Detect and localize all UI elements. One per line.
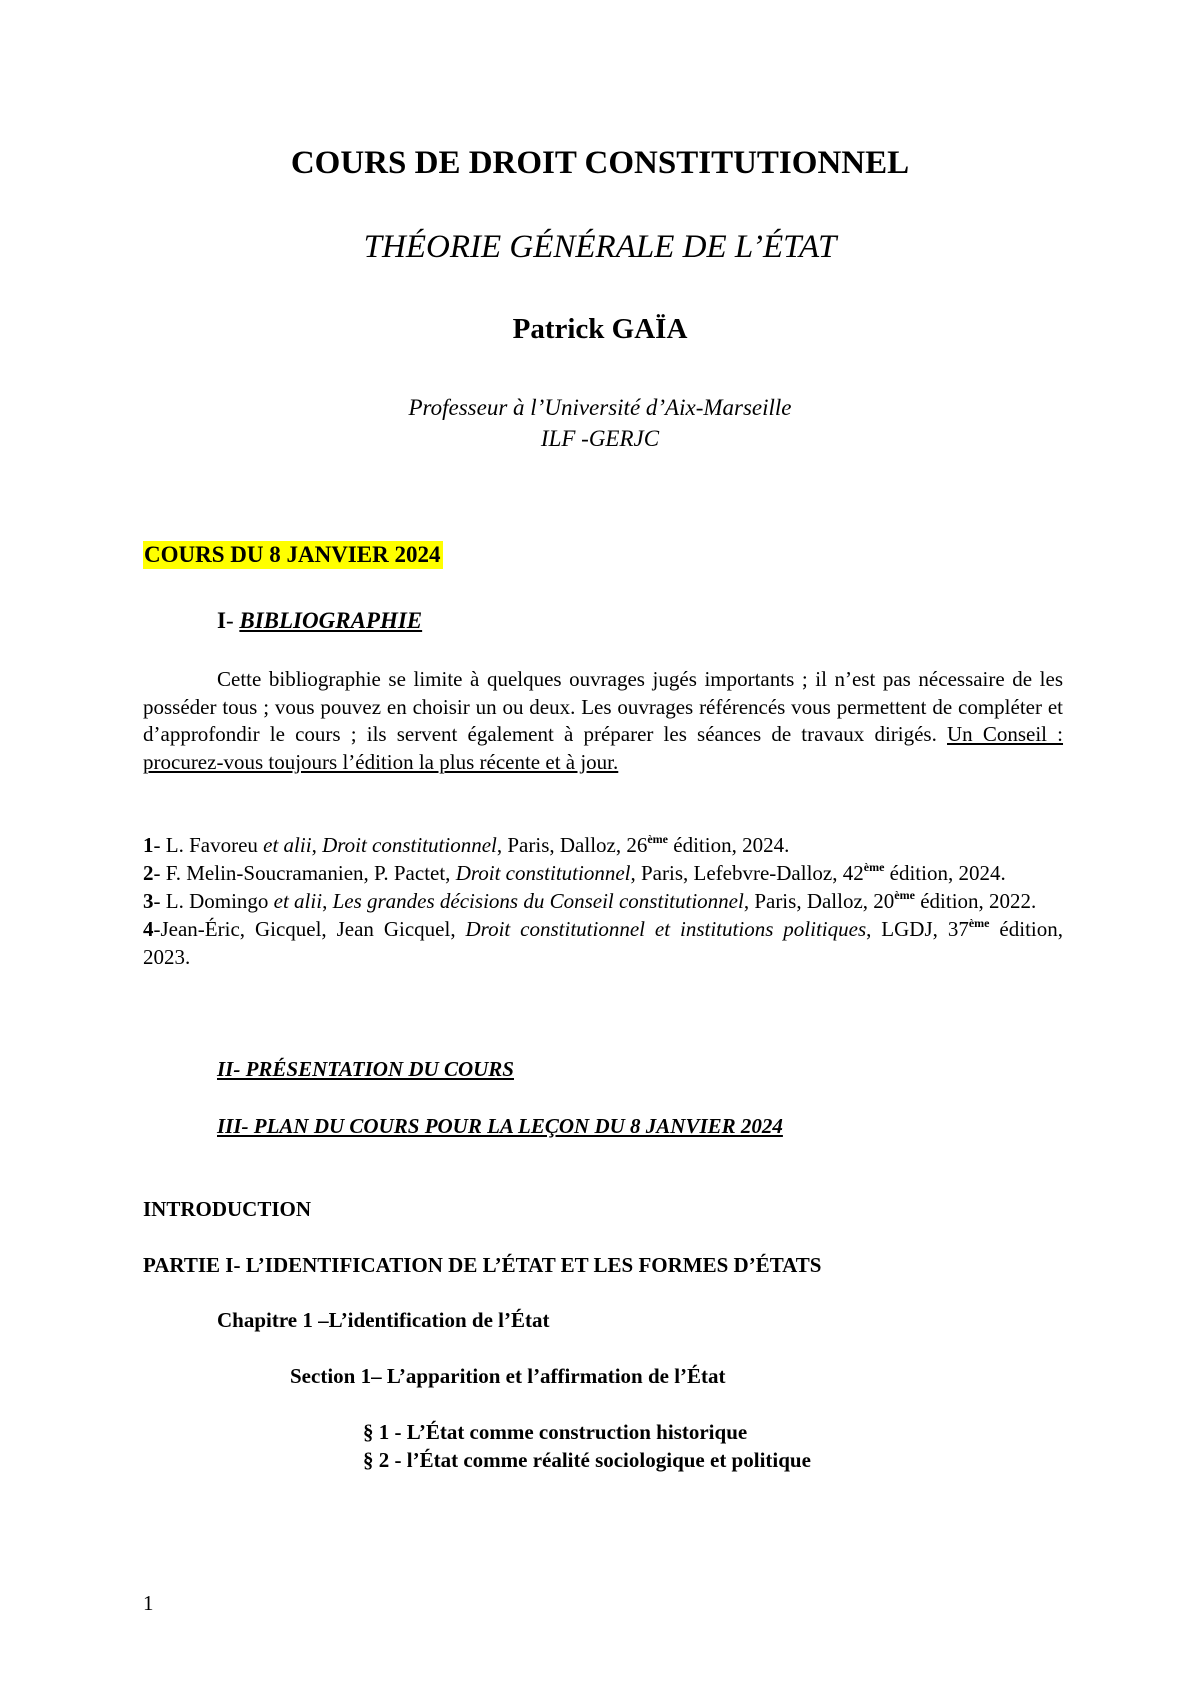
ref-publisher: , Paris, Dalloz, 20 — [743, 889, 895, 913]
ref-authors: - L. Domingo — [153, 889, 274, 913]
ref-edition: édition, 2024. — [668, 833, 790, 857]
ref-sep: , — [311, 833, 323, 857]
course-subtitle: THÉORIE GÉNÉRALE DE L’ÉTAT — [363, 229, 837, 265]
ref-authors: - L. Favoreu — [153, 833, 264, 857]
bibliography-ref — [143, 915, 1063, 971]
ref-title: Droit constitutionnel — [455, 861, 631, 885]
author-lab: ILF -GERJC — [540, 426, 660, 451]
ref-sep: , — [322, 889, 333, 913]
bibliography-intro — [143, 666, 1063, 776]
session-date-highlight: COURS DU 8 JANVIER 2024 — [143, 541, 443, 569]
ref-etal: et alii — [263, 833, 312, 857]
ref-sup: ème — [647, 832, 669, 846]
ref-publisher: , LGDJ, 37 — [866, 917, 969, 941]
section-plan-heading: III- PLAN DU COURS POUR LA LEÇON DU 8 JANVIER 2024 — [217, 1114, 783, 1138]
bibliography-ref — [143, 887, 1063, 915]
ref-number: 1 — [143, 833, 154, 857]
ref-title: Droit constitutionnel — [322, 833, 497, 857]
ref-etal: et alii — [273, 889, 323, 913]
bibliography-heading: I- BIBLIOGRAPHIE — [217, 608, 423, 633]
plan-introduction: INTRODUCTION — [143, 1197, 312, 1221]
section-presentation-heading: II- PRÉSENTATION DU COURS — [217, 1057, 514, 1081]
ref-title: Droit constitutionnel et institutions politiques — [465, 917, 867, 941]
ref-publisher: , Paris, Dalloz, 26 — [496, 833, 648, 857]
bibliography-advice: Un Conseil : procurez-vous toujours l’édition la plus récente et à jour. — [143, 722, 1064, 774]
course-title: COURS DE DROIT CONSTITUTIONNEL — [290, 145, 910, 181]
plan-paragraph-1: § 1 - L’État comme construction historique — [363, 1420, 748, 1444]
author-affiliation: Professeur à l’Université d’Aix-Marseille — [408, 395, 792, 420]
ref-authors: - F. Melin-Soucramanien, P. Pactet, — [153, 861, 456, 885]
plan-partie: PARTIE I- L’IDENTIFICATION DE L’ÉTAT ET LES FORMES D’ÉTATS — [143, 1253, 822, 1277]
ref-authors: -Jean-Éric, Gicquel, Jean Gicquel, — [153, 917, 466, 941]
ref-number: 2 — [143, 861, 154, 885]
bibliography-number: I — [217, 608, 226, 633]
ref-publisher: , Paris, Lefebvre-Dalloz, 42 — [630, 861, 864, 885]
bibliography-title: BIBLIOGRAPHIE — [239, 608, 423, 633]
page-number: 1 — [143, 1591, 154, 1615]
ref-number: 4 — [143, 917, 154, 941]
plan-chapitre: Chapitre 1 –L’identification de l’État — [217, 1308, 550, 1332]
ref-edition: édition, 2022. — [914, 889, 1037, 913]
ref-sup: ème — [968, 916, 990, 930]
bibliography-ref — [143, 859, 1063, 887]
ref-edition: édition, 2023. — [143, 917, 1063, 969]
bibliography-list — [143, 831, 1063, 971]
ref-sup: ème — [863, 860, 885, 874]
ref-title: Les grandes décisions du Conseil constitutionnel — [332, 889, 744, 913]
bibliography-intro-text: Cette bibliographie se limite à quelques ouvrages jugés importants ; il n’est pas nécessaire de les posséder tous ; vous pouvez en choisir un ou deux. Les ouvrages référencés vous permettent de compléter et d’approfondir le cours ; ils servent également à préparer les séances de travaux dirigés. — [143, 667, 1063, 747]
author-name: Patrick GAÏA — [512, 313, 688, 345]
plan-section: Section 1– L’apparition et l’affirmation de l’État — [290, 1364, 726, 1388]
bibliography-ref — [143, 831, 1063, 859]
plan-paragraph-2: § 2 - l’État comme réalité sociologique et politique — [363, 1448, 811, 1472]
ref-edition: édition, 2024. — [884, 861, 1006, 885]
ref-sup: ème — [894, 888, 915, 902]
ref-number: 3 — [143, 889, 154, 913]
